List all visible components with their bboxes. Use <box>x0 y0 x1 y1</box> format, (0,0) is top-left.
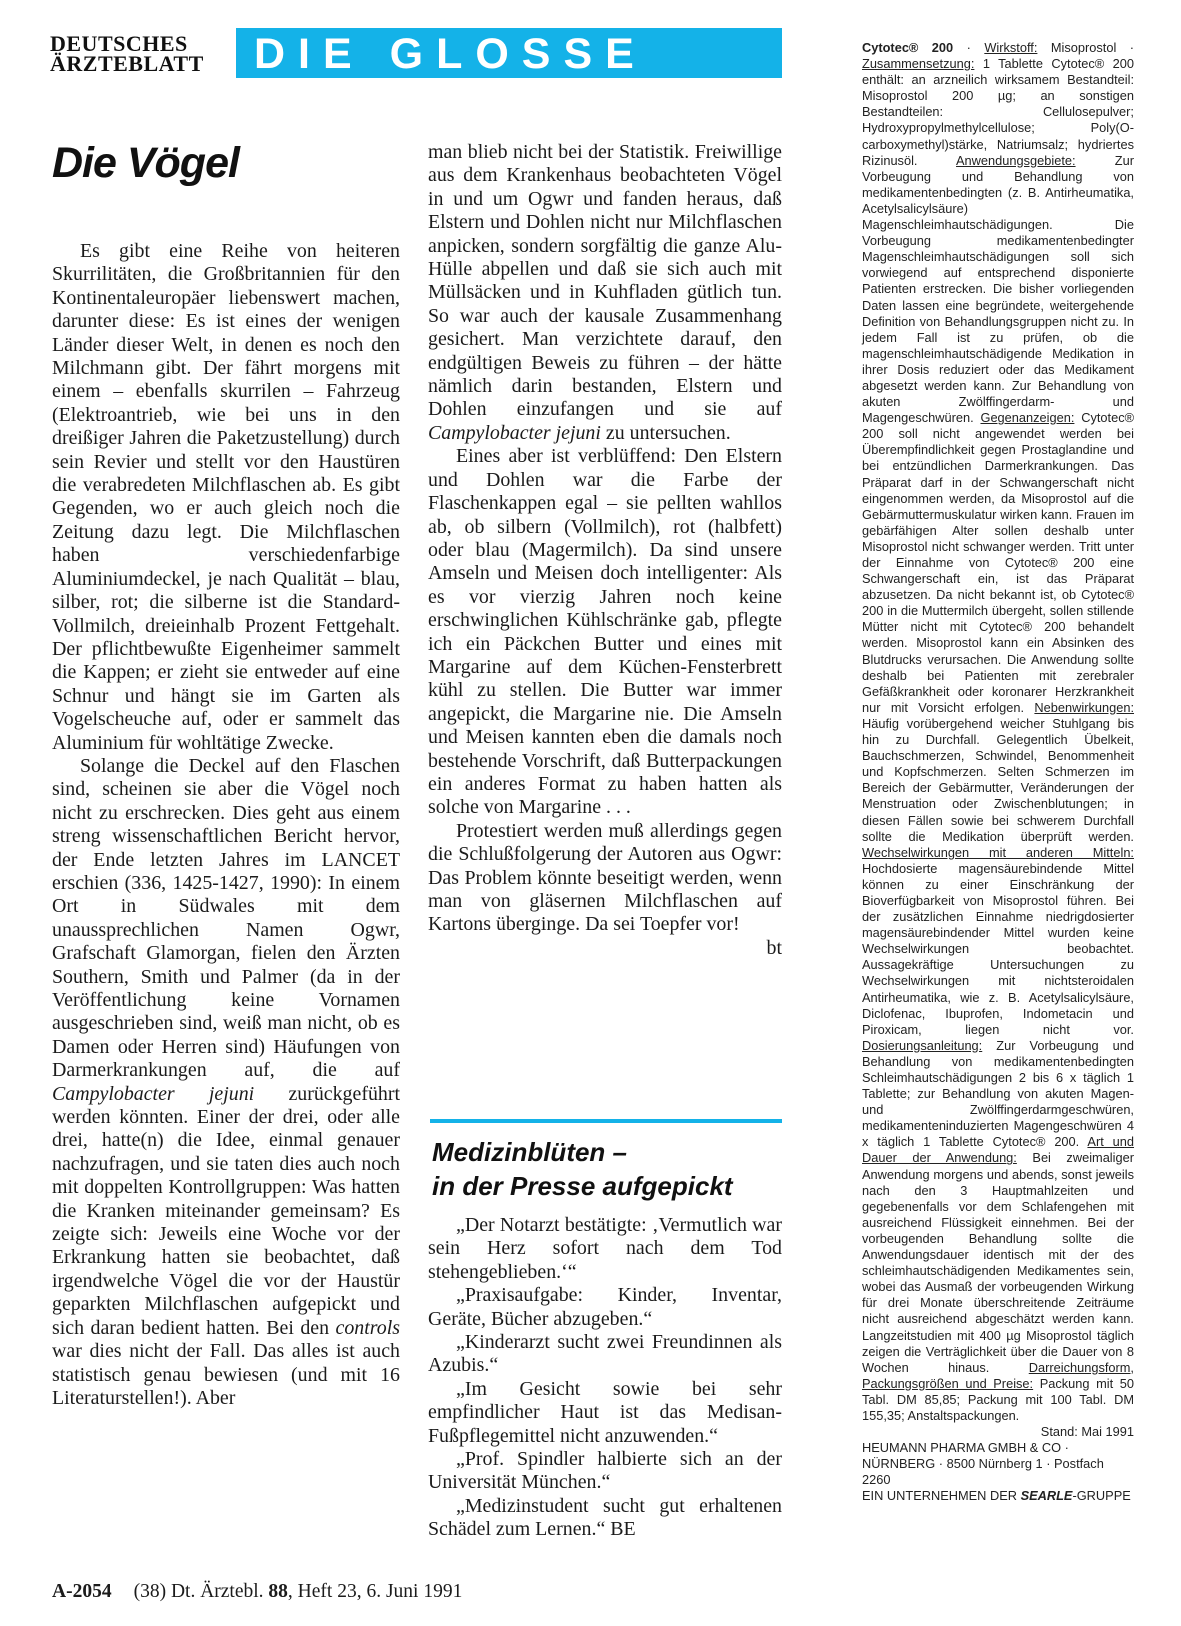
italic-run: Campylobacter jejuni <box>428 421 601 444</box>
article-paragraph: Es gibt eine Reihe von heiteren Skurrilitäten, die Großbritannien für den Kontinentaleuropäer liebenswert machen, darunter diese: Es ist eines der wenigen Länder dieser Welt, in denen es noch den Milchmann gibt. Der fährt morgens mit einem – ebenfalls skurrilen – Fahrzeug (Elektroantrieb, wie bei uns in den dreißiger Jahren die Paketzustellung) durch sein Revier und stellt vor den Haustüren die verabredeten Milchflaschen ab. Es gibt Gegenden, wo er auch gleich noch die Zeitung dazu legt. Die Milchflaschen haben verschiedenfarbige Aluminiumdeckel, je nach Qualität – blau, silber, rot; die silberne ist die Standard-Vollmilch, dreieinhalb Prozent Fettgehalt. Der pflichtbewußte Eigenheimer sammelt die Kappen; er zieht sie entweder auf eine Schnur und hängt sie im Garten als Vogelscheuche auf, oder er sammelt das Aluminium für wohltätige Zwecke. <box>52 240 400 754</box>
box-title-line1: Medizinblüten – <box>432 1137 627 1167</box>
searle-logo: SEARLE <box>1020 1488 1073 1504</box>
section-text: Packung mit 50 Tabl. DM 85,85; Packung mit 100 Tabl. DM 155,35; Anstaltspackungen. <box>862 1375 1134 1423</box>
section-label: Dosierungsanleitung: <box>862 1037 983 1053</box>
text-run: zurückgeführt werden könnten. Einer der drei, oder alle drei, hatte(n) die Idee, einmal genauer nachzufragen, und sie taten dies auch noch mit doppelten Kontrollgruppen: Was hatten die Kranken miteinander gemeinsam? Es zeigte sich: Jeweils eine Woche vor der Erkrankung hatten sie beobachtet, daß irgendwelche Vögel die vor der Haustür geparkten Milchflaschen aufgepickt und sich daran bedient hatten. Bei den <box>52 1082 400 1339</box>
article-paragraph <box>428 141 782 445</box>
drug-info-sidebar <box>862 40 1134 1505</box>
section-label: Gegenanzeigen: <box>980 410 1075 426</box>
box-divider <box>430 1119 782 1123</box>
product-name: Cytotec® 200 <box>862 40 954 55</box>
box-title-line2: in der Presse aufgepickt <box>432 1171 733 1201</box>
quote-item: „Prof. Spindler halbierte sich an der Universität München.“ <box>428 1448 782 1494</box>
section-text: Hochdosierte magensäurebindende Mittel können zu einer Einschränkung der Bioverfügbarkeit von Misoprostol führen. Bei der zusätzlichen Einnahme niedrigdosierter magensäurebindender Mittel wurden keine Wechselwirkungen beobachtet. Aussagekräftige Untersuchungen zu Wechselwirkungen mit nichtsteroidalen Antirheumatika, wie z. B. Acetylsalicylsäure, Diclofenac, Ibuprofen, Indometacin und Piroxicam, liegen nicht vor. <box>862 860 1134 1037</box>
quote-item: „Kinderarzt sucht zwei Freundinnen als Azubis.“ <box>428 1331 782 1377</box>
section-label: Nebenwirkungen: <box>1034 699 1135 715</box>
volume: 88 <box>268 1581 288 1602</box>
page-number: A-2054 <box>52 1581 112 1602</box>
box-quotes <box>428 1214 782 1542</box>
text-run: man blieb nicht bei der Statistik. Freiwillige aus dem Krankenhaus beobachteten Vögel in und um Ogwr und fanden heraus, daß Elstern und Dohlen nicht nur Milchflaschen anpicken, sondern sorgfältig die ganze Alu-Hülle abpellen und daß sie sich auch mit Müllsäcken und in Kuhfladen gütlich tun. So war auch der kausale Zusammenhang gesichert. Man verzichtete darauf, den endgültigen Beweis zu führen – der hätte nämlich darin bestanden, Elstern und Dohlen einzufangen und sie auf <box>428 141 782 421</box>
article-paragraph <box>428 819 782 959</box>
box-title <box>432 1135 733 1203</box>
section-text: Bei zweimaliger Anwendung morgens und abends, sonst jeweils nach den 3 Hauptmahlzeiten und gegebenenfalls vor dem Schlafengehen mit ausreichend Flüssigkeit einnehmen. Bei der vorbeugenden Behandlung sollte die Anwendungsdauer identisch mit der des schleimhautschädigenden Medikamentes sein, wobei das Ausmaß der vorbeugenden Wirkung für drei Monate überschreitende Zeiträume nicht ausreichend abgeschätzt werden kann. Langzeitstudien mit 400 µg Misoprostol täglich zeigen die Verträglichkeit über die Dauer von 8 Wochen hinaus. <box>862 1150 1134 1375</box>
section-label: Wirkstoff: <box>984 40 1038 55</box>
article-column-2 <box>428 141 782 960</box>
section-label: Zusammensetzung: <box>862 56 975 72</box>
article-title: Die Vögel <box>52 139 239 187</box>
masthead-line1: DEUTSCHES <box>50 31 188 56</box>
section-text: Häufig vorübergehend weicher Stuhlgang bis hin zu Durchfall. Gelegentlich Übelkeit, Bauchschmerzen, Schwindel, Benommenheit und Kopfschmerzen. Selten Schmerzen im Bereich der Gebärmutter, Veränderungen der Menstruation oder Zwischenblutungen; in diesen Fällen sowie bei schwerem Durchfall sollte die Medikation überprüft werden. <box>862 715 1134 844</box>
masthead-line2: ÄRZTEBLATT <box>50 51 204 76</box>
section-text: Misoprostol · <box>1050 40 1134 55</box>
section-title: DIE GLOSSE <box>254 30 647 78</box>
article-column-1 <box>52 240 400 1410</box>
section-text: Zur Vorbeugung und Behandlung von medikamentenbedingten (z. B. Antirheumatika, Acetylsalicylsäure) Magenschleimhautschädigungen. Die Vorbeugung medikamentenbedingter Magenschleimhautschädigungen soll sich vorwiegend auf entsprechend disponierte Patienten erstrecken. Die bisher vorliegenden Daten lassen eine begründete, weitergehende Definition von Behandlungsgruppen nicht zu. In jedem Fall ist zu prüfen, ob die magenschleimhautschädigende Medikation in ihrer Dosis reduziert oder das Medikament abgesetzt werden kann. Zur Behandlung von akuten Zwölffingerdarm- und Magengeschwüren. <box>862 152 1134 426</box>
text-run: zu untersuchen. <box>605 421 731 444</box>
article-paragraph <box>52 755 400 1410</box>
section-banner <box>236 28 782 78</box>
section-label: Darreichungsform, Packungsgrößen und Preise: <box>862 1359 1134 1391</box>
issue: , Heft 23, 6. Juni 1991 <box>287 1581 463 1602</box>
section-label: Art und Dauer der Anwendung: <box>862 1134 1135 1166</box>
text-run: war dies nicht der Fall. Das alles ist auch statistisch genau bewiesen (und mit 16 Literaturstellen!). Aber <box>52 1340 400 1409</box>
section-label: Anwendungsgebiete: <box>956 152 1076 168</box>
author-signature: bt <box>766 936 782 959</box>
group-text: EIN UNTERNEHMEN DER <box>862 1488 1017 1504</box>
group-suffix: -GRUPPE <box>1072 1488 1131 1504</box>
company-address: HEUMANN PHARMA GMBH & CO · NÜRNBERG · 8500 Nürnberg 1 · Postfach 2260 <box>862 1440 1104 1488</box>
revision-date: Stand: Mai 1991 <box>1040 1424 1134 1440</box>
citation: (38) Dt. Ärztebl. <box>133 1581 264 1602</box>
italic-run: controls <box>335 1316 400 1339</box>
company-group <box>862 1488 1134 1504</box>
text-run: Protestiert werden muß allerdings gegen die Schlußfolgerung der Autoren aus Ogwr: Das Problem könnte beseitigt werden, wenn man von gläsernen Milchflaschen auf Kartons überginge. Da sei Toepfer vor! <box>428 819 782 936</box>
quote-item: „Der Notarzt bestätigte: ‚Vermutlich war sein Herz sofort nach dem Tod stehengeblieben.‘“ <box>428 1214 782 1283</box>
article-paragraph: Eines aber ist verblüffend: Den Elstern und Dohlen war die Farbe der Flaschenkappen egal – sie pellten wahllos ab, ob silbern (Vollmilch), rot (halbfett) oder blau (Magermilch). Da sind unsere Amseln und Meisen doch intelligenter: Als es vor vierzig Jahren noch keine erschwinglichen Kühlschränke gab, pflegte ich ein Päckchen Butter und eines mit Margarine auf dem Küchen-Fensterbrett kühl zu stellen. Die Butter war immer angepickt, die Margarine nie. Die Amseln und Meisen kannten eben die damals noch bestehende Vorschrift, daß Butterpackungen ein anderes Format zu haben hatten als solche von Margarine . . . <box>428 445 782 819</box>
italic-run: Campylobacter jejuni <box>52 1082 255 1105</box>
section-text: 1 Tablette Cytotec® 200 enthält: an arzneilich wirksamem Bestandteil: Misoprostol 200 µg; an sonstigen Bestandteilen: Cellulosepulver; Hydroxypropylmethylcellulose; Poly(O-carboxymethyl)stärke, Natriumsalz; hydriertes Rizinusöl. <box>862 56 1134 168</box>
masthead-logo <box>50 31 204 76</box>
section-text: Cytotec® 200 soll nicht angewendet werden bei Überempfindlichkeit gegen Prostaglandine und bei entzündlichen Darmerkrankungen. Das Präparat darf in der Schwangerschaft nicht eingenommen werden, da Misoprostol auf die Gebärmuttermuskulatur wirken kann. Frauen im gebärfähigen Alter sollen deshalb unter Misoprostol nicht schwanger werden. Tritt unter der Einnahme von Cytotec® 200 eine Schwangerschaft ein, ist das Präparat abzusetzen. Da nicht bekannt ist, ob Cytotec® 200 in die Muttermilch übergeht, sollen stillende Mütter nicht mit Cytotec® 200 behandelt werden. Misoprostol kann ein Absinken des Blutdrucks verursachen. Die Anwendung sollte deshalb bei Patienten mit zerebraler Gefäßkrankheit oder koronarer Herzkrankheit nur mit Vorsicht erfolgen. <box>862 410 1135 715</box>
quote-item: „Im Gesicht sowie bei sehr empfindlicher Haut ist das Medisan-Fußpflegemittel nicht anzuwenden.“ <box>428 1377 782 1447</box>
page-footer <box>52 1581 462 1603</box>
text-run: Solange die Deckel auf den Flaschen sind, scheinen sie aber die Vögel noch nicht zu erschrecken. Dies geht aus einem streng wissenschaftlichen Bericht hervor, der Ende letzten Jahres im LANCET erschien (336, 1425-1427, 1990): In einem Ort in Südwales mit dem unaussprechlichen Namen Ogwr, Grafschaft Glamorgan, fielen den Ärzten Southern, Smith und Palmer (da in der Veröffentlichung keine Vornamen ausgeschrieben sind, weiß man nicht, ob es Damen oder Herren sind) Häufungen von Darmerkrankungen auf, die auf <box>52 754 400 1082</box>
section-label: Wechselwirkungen mit anderen Mitteln: <box>862 844 1134 860</box>
drug-info-text: Cytotec® 200 · Wirkstoff: Misoprostol · Zusammensetzung: 1 Tablette Cytotec® 200 enthält: an arzneilich wirksamem Bestandteil: Misoprostol 200 µg; an sonstigen Bestandteilen: Cellulosepulver; Hydroxypropylmethylcellulose; Poly(O-carboxymethyl)stärke, Natriumsalz; hydriertes Rizinusöl. Anwendungsgebiete: Zur Vorbeugung und Behandlung von medikamentenbedingten (z. B. Antirheumatika, Acetylsalicylsäure) Magenschleimhautschädigungen. Die Vorbeugung medikamentenbedingter Magenschleimhautschädigungen soll sich vorwiegend auf entsprechend disponierte Patienten erstrecken. Die bisher vorliegenden Daten lassen eine begründete, weitergehende Definition von Behandlungsgruppen nicht zu. In jedem Fall ist zu prüfen, ob die magenschleimhautschädigende Medikation in ihrer Dosis reduziert oder das Medikament abgesetzt werden kann. Zur Behandlung von akuten Zwölffingerdarm- und Magengeschwüren. Gegenanzeigen: Cytotec® 200 soll nicht angewendet werden bei Überempfindlichkeit gegen Prostaglandine und bei entzündlichen Darmerkrankungen. Das Präparat darf in der Schwangerschaft nicht eingenommen werden, da Misoprostol auf die Gebärmuttermuskulatur wirken kann. Frauen im gebärfähigen Alter sollen deshalb unter Misoprostol nicht schwanger werden. Tritt unter der Einnahme von Cytotec® 200 eine Schwangerschaft ein, ist das Präparat abzusetzen. Da nicht bekannt ist, ob Cytotec® 200 in die Muttermilch übergeht, sollen stillende Mütter nicht mit Cytotec® 200 behandelt werden. Misoprostol kann ein Absinken des Blutdrucks verursachen. Die Anwendung sollte deshalb bei Patienten mit zerebraler Gefäßkrankheit oder koronarer Herzkrankheit nur mit Vorsicht erfolgen. Nebenwirkungen: Häufig vorübergehend weicher Stuhlgang bis hin zu Durchfall. Gelegentlich Übelkeit, Bauchschmerzen, Schwindel, Benommenheit und Kopfschmerzen. Selten Schmerzen im Bereich der Gebärmutter, Veränderungen der Menstruation oder Zwischenblutungen; in diesen Fällen sowie bei schwerem Durchfall sollte die Medikation überprüft werden. Wechselwirkungen mit anderen Mitteln: Hochdosierte magensäurebindende Mittel können zu einer Einschränkung der Bioverfügbarkeit von Misoprostol führen. Bei der zusätzlichen Einnahme niedrigdosierter magensäurebindender Mittel wurden keine Wechselwirkungen beobachtet. Aussagekräftige Untersuchungen zu Wechselwirkungen mit nichtsteroidalen Antirheumatika, wie z. B. Acetylsalicylsäure, Diclofenac, Ibuprofen, Indometacin und Piroxicam, liegen nicht vor. Dosierungsanleitung: Zur Vorbeugung und Behandlung von medikamentenbedingten Schleimhautschädigungen 2 bis 6 x täglich 1 Tablette; zur Behandlung von akuten Magen- und Zwölffingerdarmgeschwüren, medikamenteninduzierten Magengeschwüren 4 x täglich 1 Tablette Cytotec® 200. Art und Dauer der Anwendung: Bei zweimaliger Anwendung morgens und abends, sonst jeweils nach den 3 Hauptmahlzeiten und gegebenenfalls vor dem Schlafengehen mit ausreichend Flüssigkeit einnehmen. Bei der vorbeugenden Behandlung sollte die Anwendungsdauer identisch mit der des schleimhautschädigenden Medikamentes sein, wobei das Ausmaß der vorbeugenden Wirkung für drei Monate überschreitende Zeiträume nicht ausreichend abgeschätzt werden kann. Langzeitstudien mit 400 µg Misoprostol täglich zeigen die Verträglichkeit über die Dauer von 8 Wochen hinaus. Darreichungsform, Packungsgrößen und Preise: Packung mit 50 Tabl. DM 85,85; Packung mit 100 Tabl. DM 155,35; Anstaltspackungen. <box>862 40 1135 1423</box>
quote-item: „Praxisaufgabe: Kinder, Inventar, Geräte, Bücher abzugeben.“ <box>428 1284 782 1330</box>
quote-item: „Medizinstudent sucht gut erhaltenen Schädel zum Lernen.“ BE <box>428 1494 782 1541</box>
section-text: Zur Vorbeugung und Behandlung von medikamentenbedingten Schleimhautschädigungen 2 bis 6 x täglich 1 Tablette; zur Behandlung von akuten Magen- und Zwölffingerdarmgeschwüren, medikamenteninduzierten Magengeschwüren 4 x täglich 1 Tablette Cytotec® 200. <box>862 1037 1134 1150</box>
